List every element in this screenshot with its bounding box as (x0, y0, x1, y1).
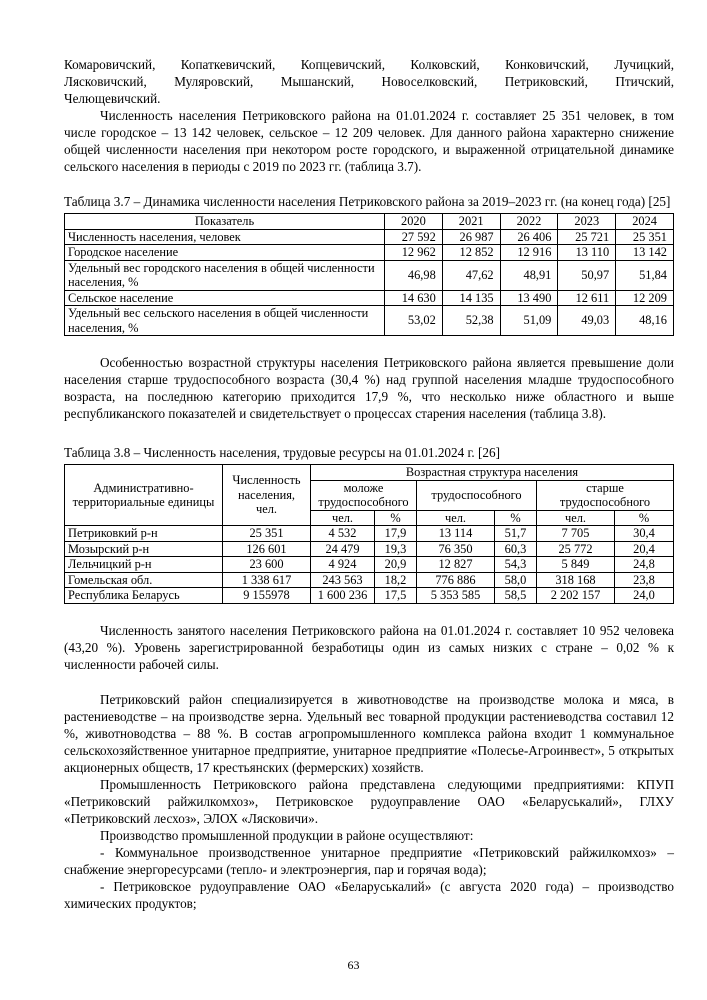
cell: 13 110 (558, 245, 616, 261)
table-row (65, 541, 674, 557)
cell: 12 209 (616, 290, 674, 306)
table-row (65, 526, 674, 542)
cell: 58,5 (495, 588, 537, 604)
row-label: Численность населения, человек (65, 229, 385, 245)
district-list-line: Лясковичский, Муляровский, Мышанский, Новоселковский, Петриковский, Птичский, (64, 74, 674, 89)
table-row (65, 588, 674, 604)
header-cell: чел. (311, 510, 375, 526)
cell: 13 490 (500, 290, 558, 306)
agriculture-paragraph: Петриковский район специализируется в животноводстве на производстве молока и мяса, в растениеводстве – на производстве зерна. Удельный вес товарной продукции растениеводства составил 12 %, животноводства – 88 %. В состав агропромышленного комплекса района входит 1 коммунальное сельскохозяйственное унитарное предприятие, унитарное предприятие «Полесье-Агроинвест», 5 открытых акционерных обществ, 17 крестьянских (фермерских) хозяйств. (64, 691, 674, 775)
document-page (64, 56, 674, 912)
cell: 12 852 (442, 245, 500, 261)
row-label: Республика Беларусь (65, 588, 223, 604)
cell: 51,09 (500, 306, 558, 336)
cell: 17,5 (375, 588, 417, 604)
cell: 25 772 (537, 541, 615, 557)
row-label: Петриковкий р-н (65, 526, 223, 542)
row-label: Удельный вес сельского населения в общей численности населения, % (65, 306, 385, 336)
row-label: Лельчицкий р-н (65, 557, 223, 573)
table-row (65, 260, 674, 290)
cell: 243 563 (311, 572, 375, 588)
cell: 776 886 (417, 572, 495, 588)
table-header-row (65, 214, 674, 230)
cell: 27 592 (385, 229, 443, 245)
header-cell: 2023 (558, 214, 616, 230)
cell: 14 135 (442, 290, 500, 306)
table-row (65, 229, 674, 245)
table-row (65, 572, 674, 588)
cell: 5 353 585 (417, 588, 495, 604)
header-cell: чел. (537, 510, 615, 526)
cell: 126 601 (223, 541, 311, 557)
cell: 76 350 (417, 541, 495, 557)
cell: 26 406 (500, 229, 558, 245)
cell: 5 849 (537, 557, 615, 573)
cell: 7 705 (537, 526, 615, 542)
cell: 13 114 (417, 526, 495, 542)
header-cell: % (375, 510, 417, 526)
cell: 46,98 (385, 260, 443, 290)
cell: 24 479 (311, 541, 375, 557)
header-cell: чел. (417, 510, 495, 526)
header-cell: Показатель (65, 214, 385, 230)
population-paragraph: Численность населения Петриковского района на 01.01.2024 г. составляет 25 351 человек, в том числе городское – 13 142 человек, сельское – 12 209 человек. Для данного района характерно снижение общей численности населения при некотором росте городского, и выраженной отрицательной динамике сельского населения в периоды с 2019 по 2023 гг. (таблица 3.7). (64, 108, 674, 174)
spacer (64, 604, 674, 622)
header-cell: 2024 (616, 214, 674, 230)
cell: 25 351 (616, 229, 674, 245)
page-number: 63 (347, 958, 360, 972)
cell: 12 916 (500, 245, 558, 261)
cell: 54,3 (495, 557, 537, 573)
spacer (64, 336, 674, 354)
cell: 4 924 (311, 557, 375, 573)
row-label: Мозырский р-н (65, 541, 223, 557)
cell: 20,4 (615, 541, 674, 557)
cell: 1 338 617 (223, 572, 311, 588)
cell: 12 962 (385, 245, 443, 261)
production-item-2: - Петриковское рудоуправление ОАО «Беларуськалий» (с августа 2020 года) – производство химических продуктов; (64, 878, 674, 911)
cell: 49,03 (558, 306, 616, 336)
cell: 14 630 (385, 290, 443, 306)
header-cell: 2020 (385, 214, 443, 230)
table-row (65, 306, 674, 336)
cell: 318 168 (537, 572, 615, 588)
row-label: Гомельская обл. (65, 572, 223, 588)
header-cell: трудоспособного (417, 480, 537, 510)
cell: 20,9 (375, 557, 417, 573)
spacer (64, 673, 674, 691)
table-row (65, 245, 674, 261)
industry-paragraph: Промышленность Петриковского района представлена следующими предприятиями: КПУП «Петриковский райжилкомхоз», Петриковское рудоуправление ОАО «Беларуськалий», ГЛХУ «Петриковский лесхоз», ЭЛОХ «Лясковичи». (64, 776, 674, 826)
header-cell: % (615, 510, 674, 526)
cell: 17,9 (375, 526, 417, 542)
cell: 18,2 (375, 572, 417, 588)
cell: 48,91 (500, 260, 558, 290)
employment-paragraph: Численность занятого населения Петриковского района на 01.01.2024 г. составляет 10 952 человека (43,20 %). Уровень зарегистрированной безработицы один из самых низких с стране – 0,02 % к численности рабочей силы. (64, 622, 674, 672)
cell: 53,02 (385, 306, 443, 336)
header-cell: % (495, 510, 537, 526)
district-list-line: Челющевичский. (64, 91, 161, 106)
row-label: Сельское население (65, 290, 385, 306)
production-item-1: - Коммунальное производственное унитарное предприятие «Петриковский райжилкомхоз» – снабжение энергоресурсами (тепло- и электроэнергия, пар и горячая вода); (64, 844, 674, 877)
cell: 13 142 (616, 245, 674, 261)
header-cell: 2022 (500, 214, 558, 230)
cell: 60,3 (495, 541, 537, 557)
row-label: Удельный вес городского населения в общей численности населения, % (65, 260, 385, 290)
production-intro: Производство промышленной продукции в районе осуществляют: (100, 827, 474, 843)
cell: 50,97 (558, 260, 616, 290)
cell: 25 721 (558, 229, 616, 245)
table-row (65, 290, 674, 306)
cell: 12 611 (558, 290, 616, 306)
cell: 1 600 236 (311, 588, 375, 604)
cell: 19,3 (375, 541, 417, 557)
table-row (65, 557, 674, 573)
row-label: Городское население (65, 245, 385, 261)
table-header-row (65, 465, 674, 481)
cell: 23,8 (615, 572, 674, 588)
header-cell: моложе трудоспособного (311, 480, 417, 510)
age-structure-paragraph: Особенностью возрастной структуры населения Петриковского района является превышение доли населения старше трудоспособного возраста (30,4 %) над группой населения младше трудоспособного возраста, на последнюю категорию приходится 17,9 %, что несколько ниже областного и выше республиканского показателей и свидетельствует о процессах старения населения (таблица 3.8). (64, 355, 674, 421)
header-cell: Численность населения, чел. (223, 465, 311, 526)
cell: 2 202 157 (537, 588, 615, 604)
cell: 24,0 (615, 588, 674, 604)
cell: 51,84 (616, 260, 674, 290)
cell: 30,4 (615, 526, 674, 542)
cell: 58,0 (495, 572, 537, 588)
table-3-8-caption: Таблица 3.8 – Численность населения, трудовые ресурсы на 01.01.2024 г. [26] (64, 445, 500, 460)
cell: 4 532 (311, 526, 375, 542)
cell: 9 155978 (223, 588, 311, 604)
cell: 25 351 (223, 526, 311, 542)
cell: 51,7 (495, 526, 537, 542)
header-cell: Административно-территориальные единицы (65, 465, 223, 526)
cell: 12 827 (417, 557, 495, 573)
cell: 24,8 (615, 557, 674, 573)
header-cell: старше трудоспособного (537, 480, 674, 510)
header-cell: 2021 (442, 214, 500, 230)
table-3-8 (64, 464, 674, 604)
cell: 47,62 (442, 260, 500, 290)
cell: 48,16 (616, 306, 674, 336)
table-3-7 (64, 213, 674, 336)
cell: 52,38 (442, 306, 500, 336)
district-list-line: Комаровичский, Копаткевичский, Копцевичский, Колковский, Конковичский, Лучицкий, (64, 57, 674, 72)
table-3-7-caption: Таблица 3.7 – Динамика численности населения Петриковского района за 2019–2023 гг. (на конец года) [25] (64, 194, 671, 209)
cell: 23 600 (223, 557, 311, 573)
cell: 26 987 (442, 229, 500, 245)
header-cell: Возрастная структура населения (311, 465, 674, 481)
